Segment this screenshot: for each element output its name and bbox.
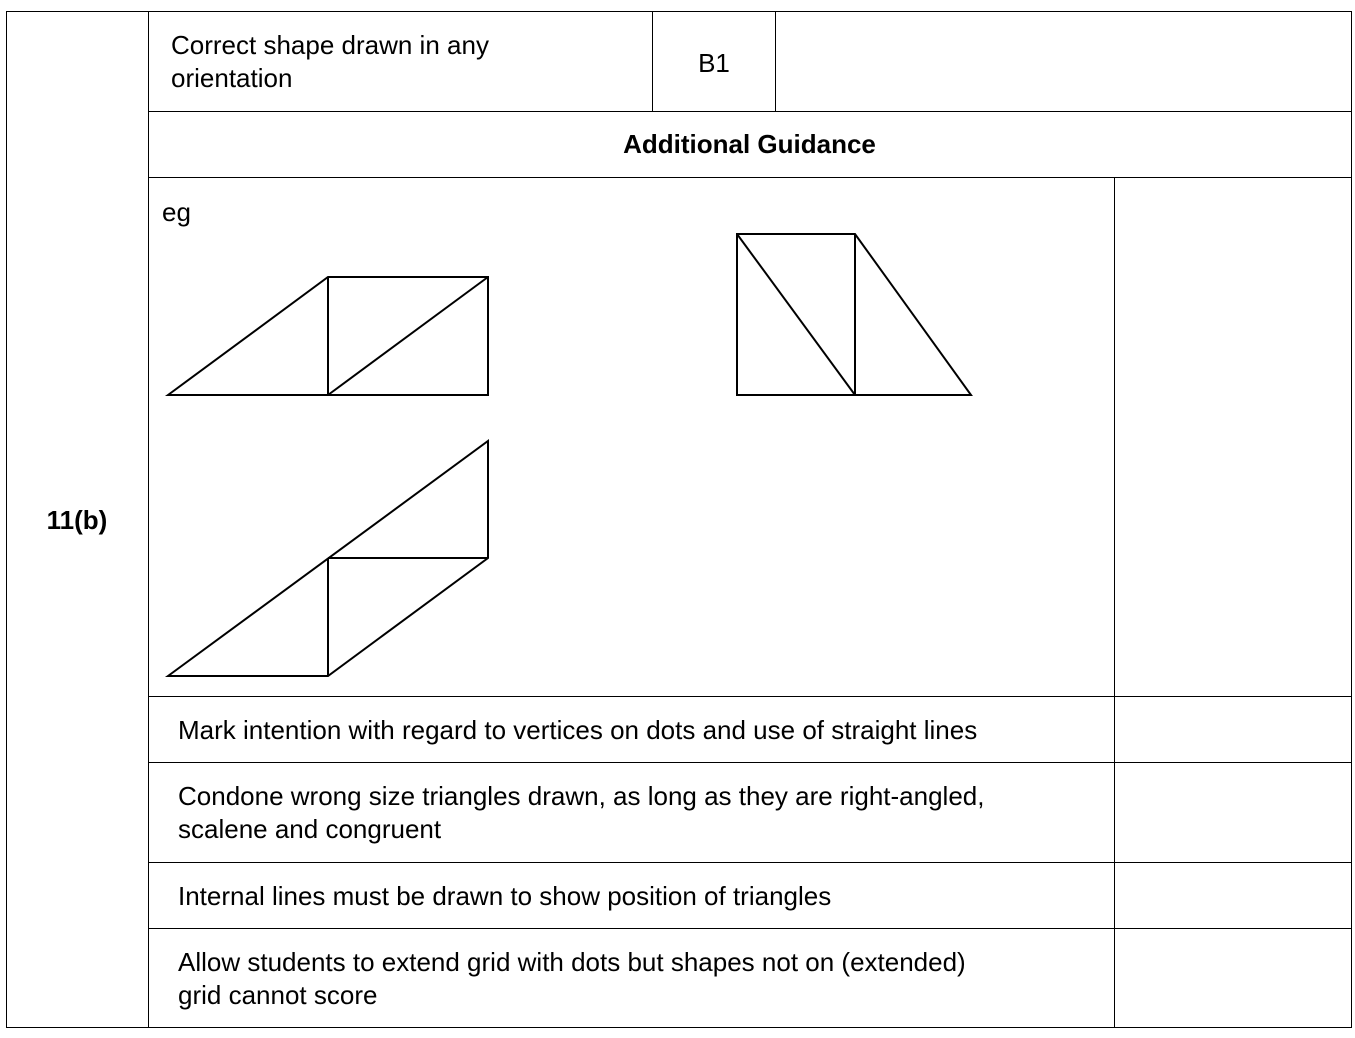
criterion-text-line1: Correct shape drawn in any [171,30,489,60]
guidance-note-2-line2: scalene and congruent [178,814,442,844]
mark-value: B1 [698,48,730,78]
example-shape-1 [168,277,488,395]
guidance-note-3-line1: Internal lines must be drawn to show position of triangles [178,881,832,911]
question-number: 11(b) [46,505,108,535]
additional-guidance-heading: Additional Guidance [623,129,876,159]
guidance-note-2-line1: Condone wrong size triangles drawn, as long as they are right-angled, [178,781,985,811]
example-shape-3 [168,441,488,676]
guidance-note-1-line1: Mark intention with regard to vertices on dots and use of straight lines [178,715,978,745]
example-label: eg [162,197,191,227]
guidance-note-4-line1: Allow students to extend grid with dots but shapes not on (extended) [178,947,966,977]
guidance-note-4-line2: grid cannot score [178,980,378,1010]
criterion-text-line2: orientation [171,63,293,93]
example-shape-2 [737,234,971,395]
